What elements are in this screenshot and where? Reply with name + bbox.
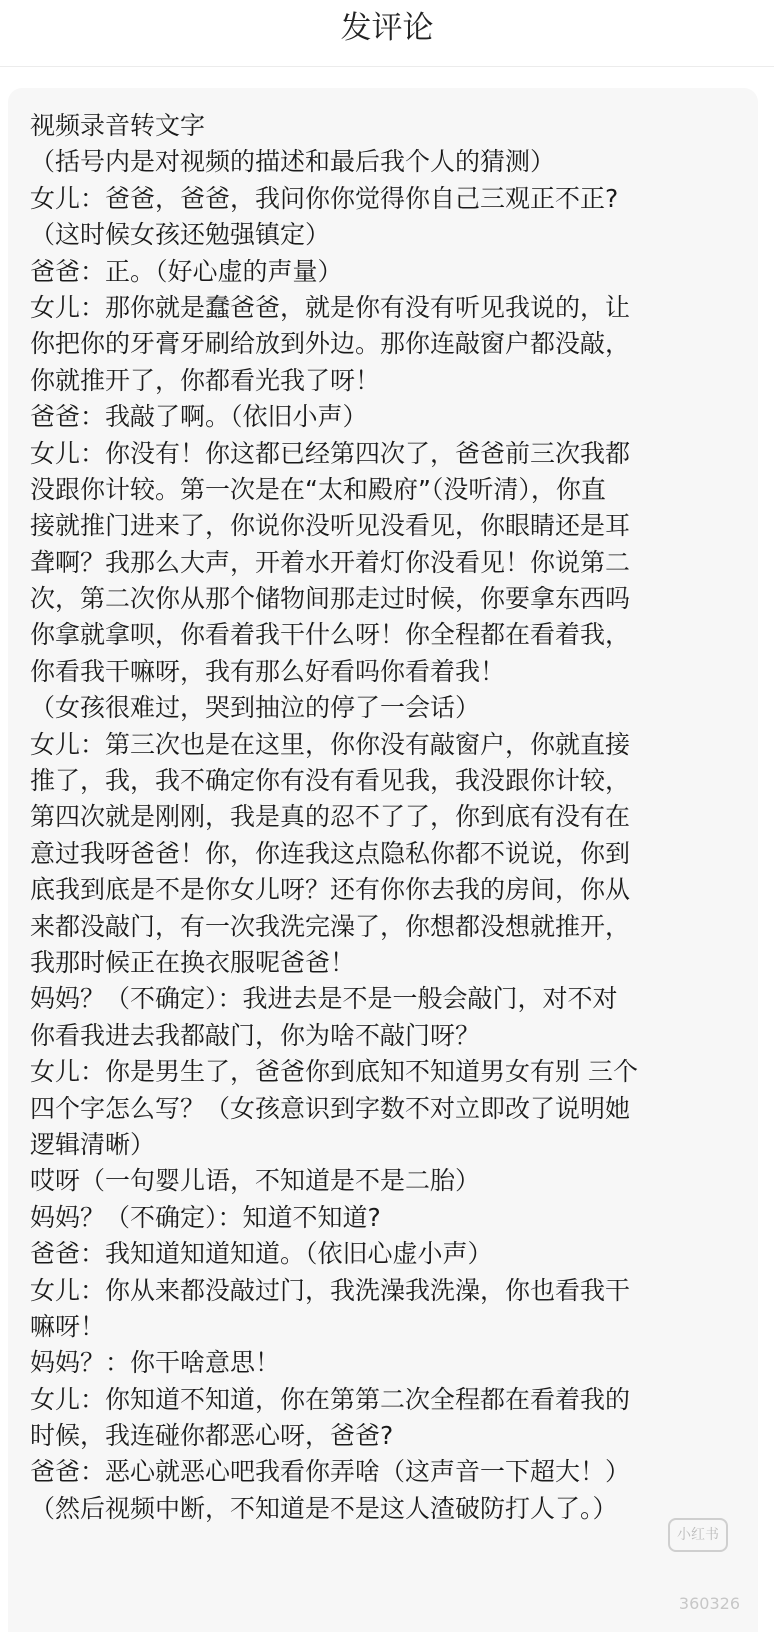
text-line: 第四次就是刚刚，我是真的忍不了了，你到底有没有在	[30, 802, 631, 832]
comment-content-card	[8, 88, 758, 1632]
text-line: 爸爸：正。（好心虚的声量）	[30, 256, 343, 286]
text-line: 底我到底是不是你女儿呀？还有你你去我的房间，你从	[30, 875, 631, 905]
text-line: 你看我进去我都敲门，你为啥不敲门呀？	[30, 1020, 481, 1050]
text-line: 女儿：你知道不知道，你在第第二次全程都在看着我的	[30, 1384, 631, 1414]
text-line: 爸爸：我知道知道知道。（依旧心虚小声）	[30, 1239, 493, 1269]
text-line: 时候，我连碰你都恶心呀，爸爸?	[30, 1421, 394, 1451]
text-line: 妈妈？（不确定）：知道不知道?	[30, 1202, 381, 1232]
text-line: 推了，我，我不确定你有没有看见我，我没跟你计较，	[30, 766, 631, 796]
text-line: 妈妈？：你干啥意思！	[30, 1348, 281, 1378]
text-line: 女儿：你从来都没敲过门，我洗澡我洗澡，你也看我干	[30, 1275, 631, 1305]
text-line: （这时候女孩还勉强镇定）	[30, 220, 331, 250]
text-line: 次，第二次你从那个储物间那走过时候，你要拿东西吗	[30, 584, 631, 614]
text-line: 女儿：那你就是蠢爸爸，就是你有没有听见我说的，让	[30, 292, 631, 322]
text-line: 妈妈？（不确定）：我进去是不是一般会敲门，对不对	[30, 984, 618, 1014]
text-line: （女孩很难过，哭到抽泣的停了一会话）	[30, 693, 481, 723]
text-line: 接就推门进来了，你说你没听见没看见，你眼睛还是耳	[30, 511, 631, 541]
text-line: 你把你的牙膏牙刷给放到外边。那你连敲窗户都没敲，	[30, 329, 631, 359]
text-line: （括号内是对视频的描述和最后我个人的猜测）	[30, 147, 556, 177]
text-line: 我那时候正在换衣服呢爸爸！	[30, 947, 356, 977]
text-line: 女儿：爸爸，爸爸，我问你你觉得你自己三观正不正?	[30, 183, 619, 213]
text-line: 视频录音转文字	[30, 111, 206, 140]
text-line: 哎呀（一句婴儿语，不知道是不是二胎）	[30, 1166, 481, 1196]
text-line: 聋啊？我那么大声，开着水开着灯你没看见！你说第二	[30, 547, 631, 577]
text-line: 你就推开了，你都看光我了呀！	[30, 365, 381, 395]
text-line: 女儿：你没有！你这都已经第四次了，爸爸前三次我都	[30, 438, 631, 468]
text-line: 你拿就拿呗，你看着我干什么呀！你全程都在看着我，	[30, 620, 631, 650]
watermark-logo: 小红书	[668, 1518, 728, 1552]
text-line: 爸爸：恶心就恶心吧我看你弄啥（这声音一下超大！）	[30, 1457, 631, 1487]
text-line: 没跟你计较。第一次是在“太和殿府”（没听清），你直	[30, 474, 606, 504]
text-line: 意过我呀爸爸！你，你连我这点隐私你都不说说，你到	[30, 838, 631, 868]
page-title: 发评论	[340, 10, 434, 46]
text-line: 逻辑清晰）	[30, 1129, 156, 1159]
text-line: 嘛呀！	[30, 1311, 106, 1341]
watermark-id: 360326	[678, 1594, 740, 1613]
header-bar	[0, 0, 774, 67]
text-line: 爸爸：我敲了啊。（依旧小声）	[30, 402, 368, 432]
text-line: 你看我干嘛呀，我有那么好看吗你看着我！	[30, 656, 506, 686]
comment-text	[30, 108, 746, 1527]
text-line: 女儿：第三次也是在这里，你你没有敲窗户，你就直接	[30, 729, 631, 759]
text-line: 来都没敲门，有一次我洗完澡了，你想都没想就推开，	[30, 911, 631, 941]
text-line: 女儿：你是男生了，爸爸你到底知不知道男女有别 三个	[30, 1057, 638, 1087]
text-line: 四个字怎么写？（女孩意识到字数不对立即改了说明她	[30, 1093, 631, 1123]
text-line: （然后视频中断，不知道是不是这人渣破防打人了。）	[30, 1493, 618, 1523]
